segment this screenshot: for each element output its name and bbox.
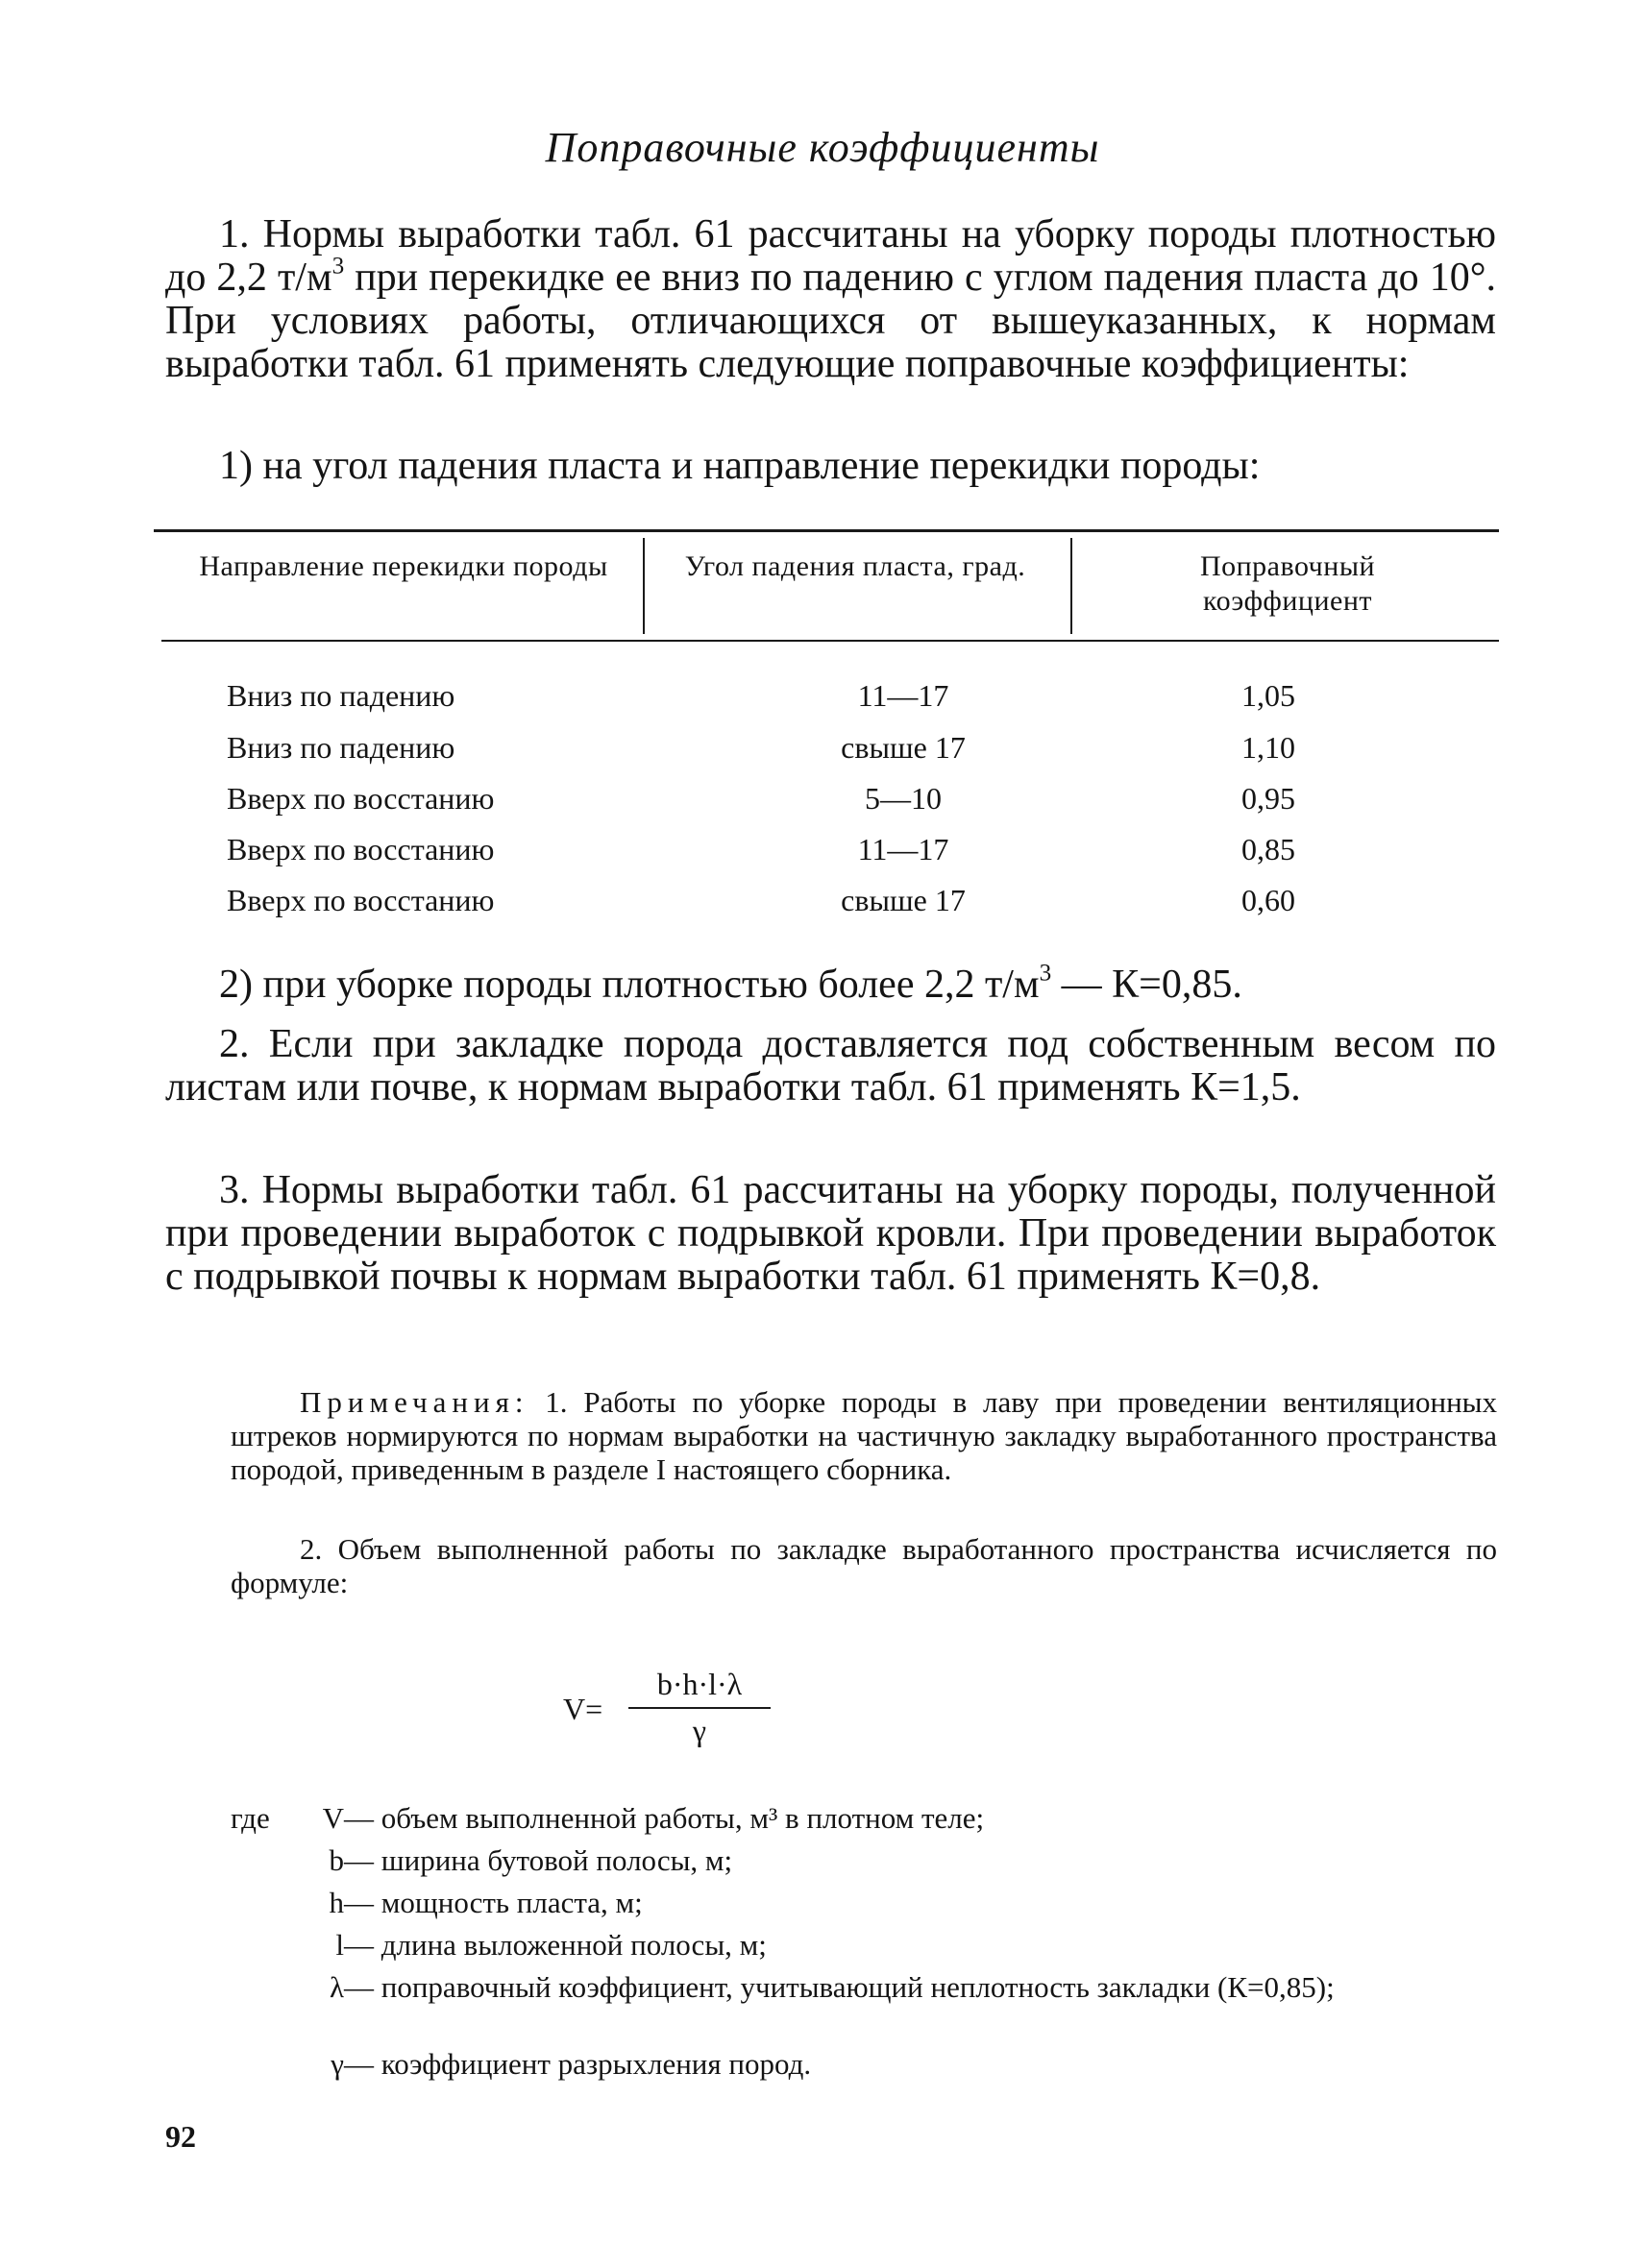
table-cell-direction: Вверх по восстанию — [227, 883, 495, 917]
definition-text: — длина выложенной полосы, м; — [344, 1928, 767, 1962]
definition-symbol: b — [329, 1843, 344, 1877]
superscript-cubic: 3 — [1039, 960, 1052, 987]
definition-item — [231, 1801, 1497, 1843]
definition-text: — коэффициент разрыхления пород. — [344, 2047, 812, 2081]
definition-item — [231, 1970, 1497, 2047]
table-header-angle: Угол падения пласта, град. — [684, 550, 1026, 582]
definition-text: — ширина бутовой полосы, м; — [344, 1843, 733, 1877]
formula-numerator: b·h·l·λ — [656, 1667, 743, 1701]
table-row — [0, 730, 1645, 782]
section-heading: Поправочные коэффициенты — [545, 124, 1100, 171]
list-item-2-text-a: 2) при уборке породы плотностью более 2,2 т/м — [219, 963, 1040, 1007]
table-row — [0, 678, 1645, 730]
definition-symbol: l — [335, 1928, 344, 1962]
table-cell-direction: Вверх по восстанию — [227, 832, 495, 866]
table-row — [0, 832, 1645, 884]
table-cell-angle: 11—17 — [857, 678, 949, 713]
page-number: 92 — [165, 2119, 196, 2154]
superscript-cubic: 3 — [331, 253, 345, 280]
paragraph-1-text-b: при перекидке ее вниз по падению с углом падения пласта до 10°. При условиях работы, отличающихся от вышеуказанных, к нормам выработки табл. 61 применять следующие поправочные коэффициенты: — [165, 256, 1496, 386]
table-cell-coefficient: 1,10 — [1241, 730, 1295, 765]
table-cell-angle: свыше 17 — [841, 883, 966, 917]
table-cell-direction: Вниз по падению — [227, 730, 455, 765]
table-row — [0, 781, 1645, 833]
table-cell-coefficient: 1,05 — [1241, 678, 1295, 713]
table-cell-coefficient: 0,95 — [1241, 781, 1295, 816]
definition-symbol: h — [329, 1886, 344, 1919]
notes-label: Примечания: — [300, 1385, 529, 1419]
formula-lhs: V= — [563, 1692, 603, 1726]
definition-text: — объем выполненной работы, м³ в плотном теле; — [344, 1801, 985, 1835]
note-1-text: 1. Работы по уборке породы в лаву при проведении вентиляционных штреков нормируются по нормам выработки на частичную закладку выработанного пространства породой, приведенным в разделе I настоящего сборника. — [231, 1385, 1497, 1486]
list-item-1: 1) на угол падения пласта и направление перекидки породы: — [219, 444, 1261, 488]
table-header-direction: Направление перекидки породы — [199, 550, 608, 582]
table-header-separator — [1070, 538, 1072, 634]
table-top-rule — [154, 529, 1499, 532]
definition-symbol: λ — [329, 1970, 344, 2004]
paragraph-1 — [165, 213, 1496, 386]
paragraph-1-text-a: 1. Нормы выработки табл. 61 рассчитаны на уборку породы плотностью до 2,2 т/м — [165, 212, 1496, 300]
table-header-separator — [643, 538, 645, 634]
formula-denominator: γ — [692, 1713, 707, 1747]
definition-symbol: γ — [331, 2047, 344, 2081]
list-item-2 — [165, 960, 1496, 1007]
table-cell-direction: Вверх по восстанию — [227, 781, 495, 816]
table-header-rule — [161, 640, 1499, 642]
definition-item — [231, 1886, 1497, 1928]
table-cell-coefficient: 0,60 — [1241, 883, 1295, 917]
table-cell-angle: 5—10 — [865, 781, 942, 816]
table-cell-coefficient: 0,85 — [1241, 832, 1295, 866]
volume-formula — [538, 1665, 826, 1751]
table-cell-direction: Вниз по падению — [227, 678, 455, 713]
list-item-2-text-b: — К=0,85. — [1051, 963, 1242, 1007]
table-cell-angle: свыше 17 — [841, 730, 966, 765]
definition-text: — мощность пласта, м; — [344, 1886, 643, 1919]
definition-item — [231, 1843, 1497, 1886]
table-cell-angle: 11—17 — [857, 832, 949, 866]
definition-text: — поправочный коэффициент, учитывающий неплотность закладки (К=0,85); — [344, 1970, 1335, 2004]
definition-item — [231, 1928, 1497, 1970]
table-header-coefficient: Поправочный коэффициент — [1199, 550, 1376, 617]
definitions-lead: где — [231, 1801, 270, 1835]
note-2: 2. Объем выполненной работы по закладке выработанного пространства исчисляется по формуле: — [231, 1532, 1497, 1599]
paragraph-3: 3. Нормы выработки табл. 61 рассчитаны на уборку породы, полученной при проведении выработок с подрывкой кровли. При проведении выработок с подрывкой почвы к нормам выработки табл. 61 применять К=0,8. — [165, 1168, 1496, 1299]
table-row — [0, 883, 1645, 935]
note-1 — [231, 1385, 1497, 1486]
paragraph-2: 2. Если при закладке порода доставляется под собственным весом по листам или почве, к нормам выработки табл. 61 применять К=1,5. — [165, 1022, 1496, 1110]
formula-fraction-bar — [628, 1707, 771, 1709]
definition-symbol: V — [322, 1801, 344, 1835]
definition-item — [231, 2047, 1497, 2089]
